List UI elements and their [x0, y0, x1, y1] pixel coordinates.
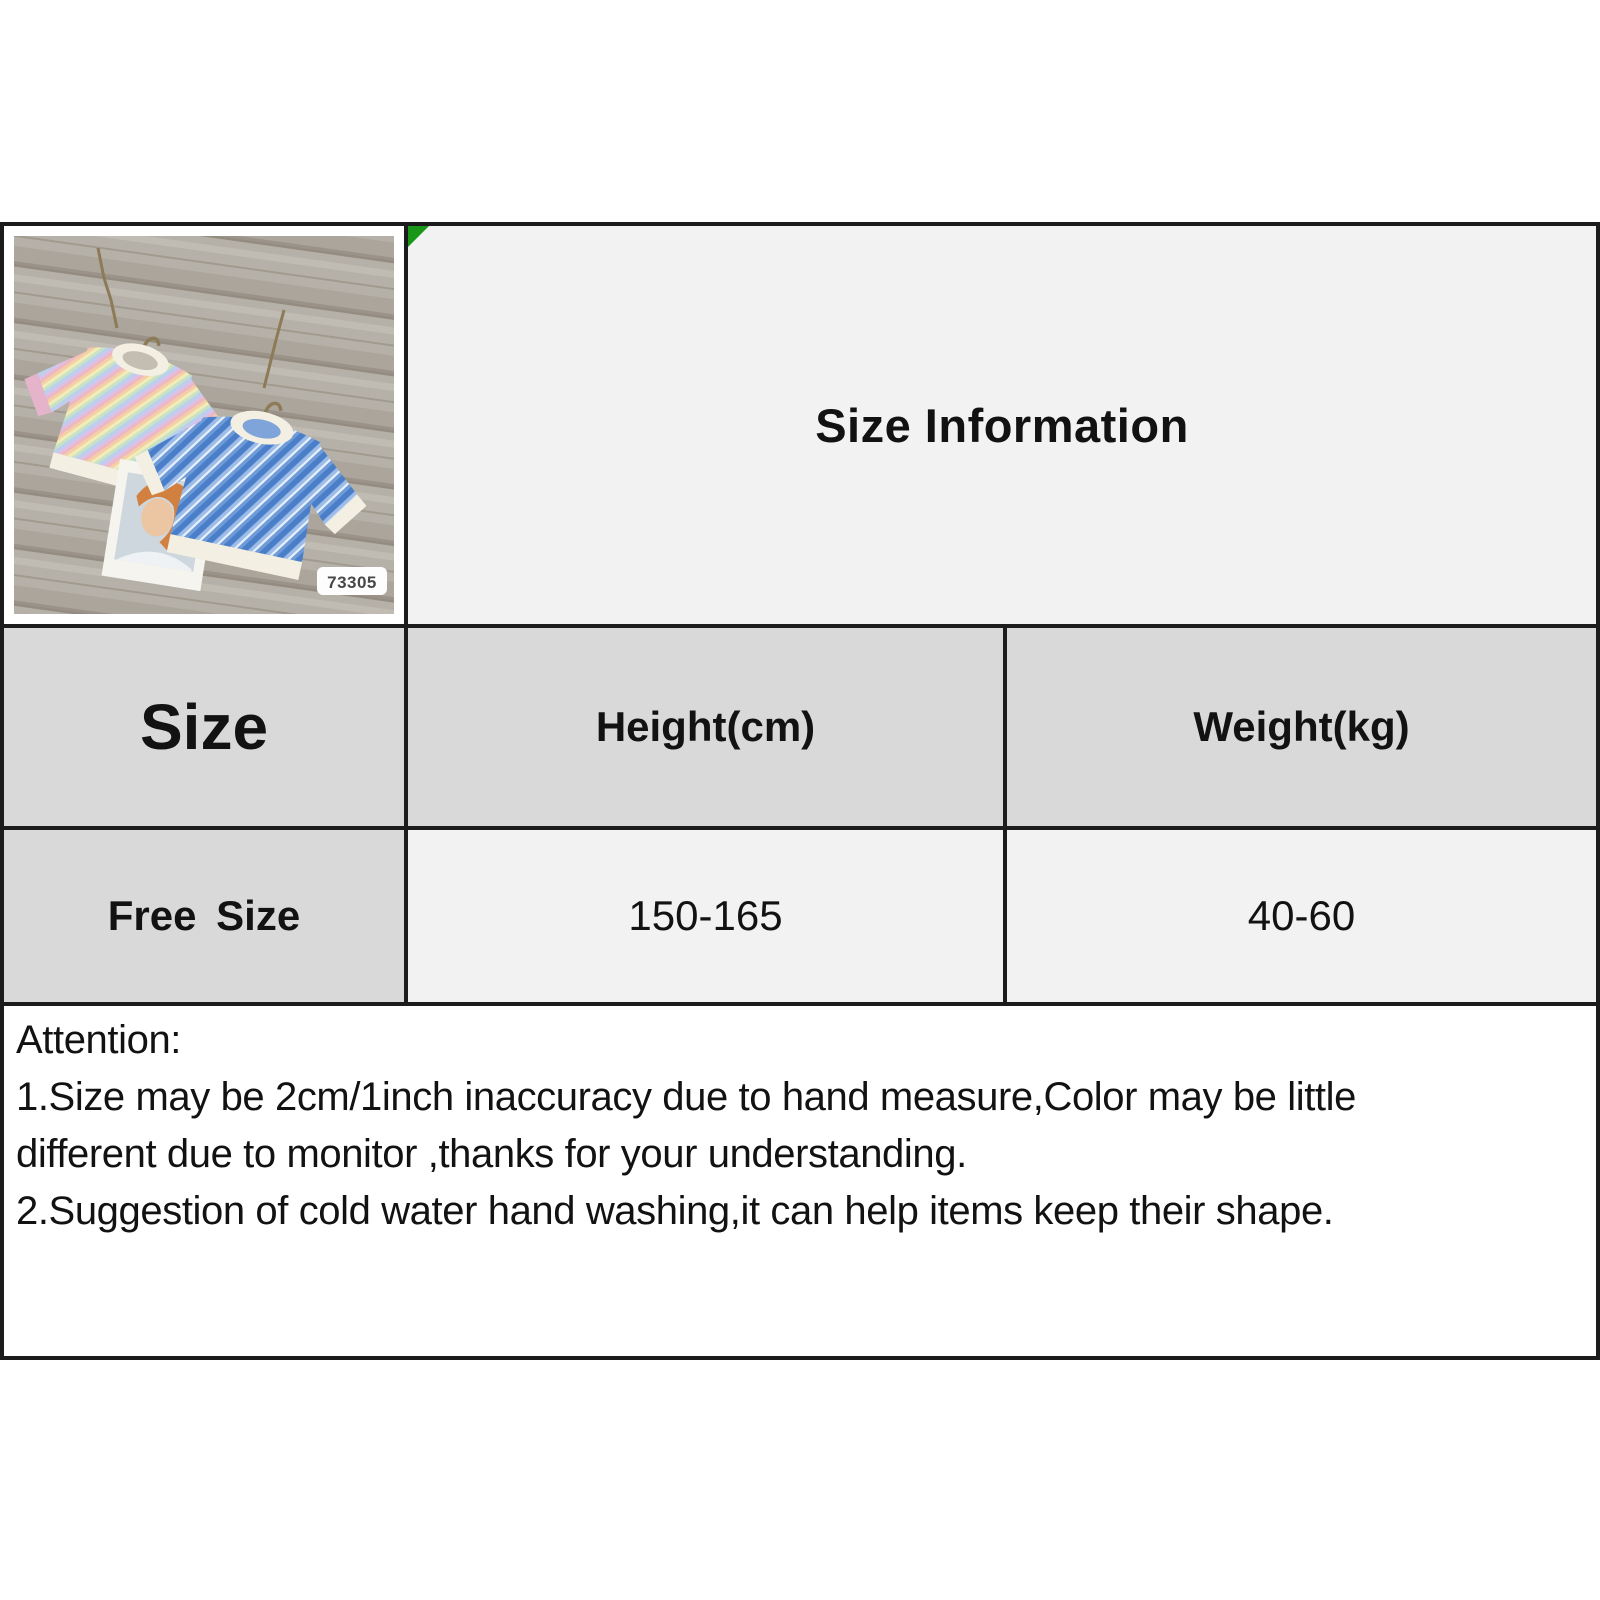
cell-weight-value: 40-60: [1007, 830, 1596, 1002]
cell-height-value: 150-165: [408, 830, 1007, 1002]
style-number-text: 73305: [327, 573, 377, 592]
cell-size-value: Free Size: [4, 830, 408, 1002]
column-header-weight: Weight(kg): [1007, 628, 1596, 826]
title-cell: [408, 226, 1596, 624]
top-row: [4, 226, 1596, 624]
size-chart-sheet: [0, 222, 1600, 1360]
column-header-size: Size: [4, 628, 408, 826]
table-header-row: [4, 624, 1596, 826]
product-photo: [4, 226, 408, 624]
product-photo-image: [14, 236, 394, 614]
attention-line-1: 1.Size may be 2cm/1inch inaccuracy due to hand measure,Color may be little: [16, 1075, 1356, 1119]
style-number-tag: [317, 567, 387, 595]
column-header-height: Height(cm): [408, 628, 1007, 826]
attention-section: [4, 1002, 1596, 1356]
attention-heading: Attention:: [16, 1018, 182, 1062]
attention-line-3: 2.Suggestion of cold water hand washing,it can help items keep their shape.: [16, 1189, 1334, 1233]
green-corner-marker-icon: [408, 226, 429, 247]
page-title: Size Information: [815, 398, 1189, 452]
table-data-row: [4, 826, 1596, 1002]
attention-line-2: different due to monitor ,thanks for your understanding.: [16, 1132, 967, 1176]
